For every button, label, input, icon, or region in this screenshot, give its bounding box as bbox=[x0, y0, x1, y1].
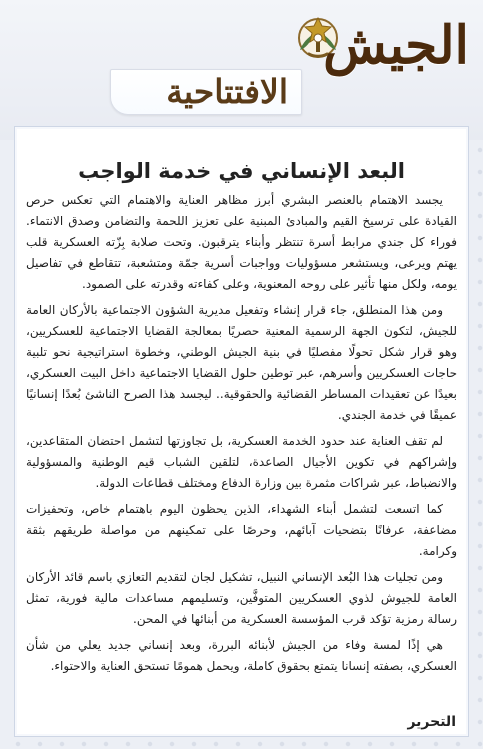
article-paragraph: لم تقف العناية عند حدود الخدمة العسكرية، بل تجاوزتها لتشمل احتضان المتقاعدين، وإشراكهم في تكوين الأجيال الصاعدة، لتلقين الشباب قيم الوطنية والمسؤولية والانضباط، عبر شراكات مثمرة بين وزارة الدفاع ومختلف قطاعات الدولة. bbox=[26, 434, 457, 490]
magazine-brand: الجيش bbox=[323, 15, 469, 76]
article-paragraph: هي إذًا لمسة وفاء من الجيش لأبنائه البررة، وبعد إنساني جديد يعلي من شأن العسكري، بصفته إنسانا يتمتع بحقوق كاملة، ويحمل همومًا تستحق العناية والاحتواء. bbox=[26, 638, 457, 673]
article-signature: التحرير bbox=[407, 714, 456, 730]
header bbox=[0, 0, 483, 140]
article-card bbox=[14, 126, 469, 737]
article-paragraph: ومن هذا المنطلق، جاء قرار إنشاء وتفعيل مديرية الشؤون الاجتماعية بالأركان العامة للجيش، لتكون الجهة الرسمية المعنية حصريًا بمعالجة القضايا الاجتماعية للعسكريين، وهو قرار شكل تحولًا مفصليًا في بنية الجيش الوطني، وخطوة استراتيجية نحو تلبية حاجات العسكريين وأسرهم، عبر توطين حلول القضايا الاجتماعية داخل البيت العسكري، بعيدًا عن تعقيدات المساطر القضائية والحقوقية.. ليجسد هذا الصرح الناشئ بُعدًا إنسانيًا عميقًا في خدمة الجندي. bbox=[26, 303, 457, 422]
article-paragraph: كما اتسعت لتشمل أبناء الشهداء، الذين يحظون اليوم باهتمام خاص، وتحفيزات مضاعفة، عرفانًا بتضحيات آبائهم، وحرصًا على تمكينهم من مواصلة طريقهم بثقة وكرامة. bbox=[26, 502, 457, 558]
section-chip bbox=[110, 69, 302, 115]
article-title: البعد الإنساني في خدمة الواجب bbox=[78, 159, 405, 184]
article-paragraph: يجسد الاهتمام بالعنصر البشري أبرز مظاهر العناية والاهتمام التي تعكس حرص القيادة على ترسيخ القيم والمبادئ المبنية على تعزيز اللحمة والتضامن وصدق الانتماء. فوراء كل جندي مرابط أسرة تنتظر وأبناء يترقبون. وتحت صلابة بِزّته العسكرية قلب يهتم ويرعى، ويستشعر مسؤوليات وواجبات أسرية جمّة ومتشعبة، تتقاطع في تفاصيل يومه، ولكل منها تأثير على روحه المعنوية، وعلى كفاءته وقدرته على الصمود. bbox=[26, 193, 457, 291]
section-label: الافتتاحية bbox=[166, 72, 288, 111]
article-paragraph: ومن تجليات هذا البُعد الإنساني النبيل، تشكيل لجان لتقديم التعازي باسم قائد الأركان العامة للجيوش لذوي العسكريين المتوفَّين، وتسليمهم مساعدات مالية فورية، تمثل رسالة رمزية تؤكد قرب المؤسسة العسكرية من أبنائها في المحن. bbox=[26, 570, 457, 626]
article-body bbox=[26, 190, 457, 706]
